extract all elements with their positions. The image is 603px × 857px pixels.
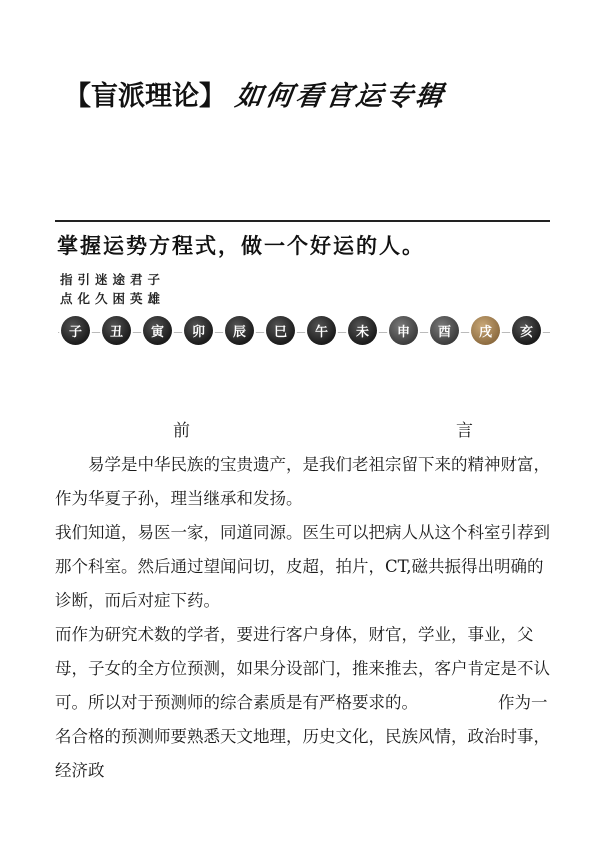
small-line-2: 点化久困英雄 (60, 291, 166, 306)
branch-circle-xu: 戌 (471, 316, 500, 345)
preface-heading-right: 言 (456, 421, 473, 441)
branch-circle-you: 酉 (430, 316, 459, 345)
branch-circle-hai: 亥 (512, 316, 541, 345)
earthly-branches-row (58, 316, 550, 350)
branch-circle-chou: 丑 (102, 316, 131, 345)
branch-circle-zi: 子 (61, 316, 90, 345)
branch-circle-wu: 午 (307, 316, 336, 345)
paragraph-text: 而作为研究术数的学者，要进行客户身体，财官，学业，事业，父母，子女的全方位预测，如果分设部门，推来推去，客户肯定是不认可。所以对于预测师的综合素质是有严格要求的。 (55, 625, 550, 712)
preface-body (55, 448, 551, 788)
title-script: 如何看官运专辑 (233, 81, 448, 112)
slogan: 掌握运势方程式，做一个好运的人。 (57, 234, 425, 258)
divider (55, 220, 550, 222)
paragraph: 我们知道，易医一家，同道同源。医生可以把病人从这个科室引荐到那个科室。然后通过望闻问切，皮超，拍片，CT,磁共振得出明确的诊断，而后对症下药。 (55, 523, 550, 610)
page-title (64, 74, 446, 113)
branch-circle-yin: 寅 (143, 316, 172, 345)
paragraph (55, 618, 551, 788)
branch-circle-si: 巳 (266, 316, 295, 345)
branch-circle-mao: 卯 (184, 316, 213, 345)
small-line-1: 指引迷途君子 (60, 272, 166, 287)
branch-circle-wei: 未 (348, 316, 377, 345)
paragraph: 易学是中华民族的宝贵遗产，是我们老祖宗留下来的精神财富，作为华夏子孙，理当继承和发扬。 (55, 455, 550, 508)
branch-circle-shen: 申 (389, 316, 418, 345)
small-lines (60, 270, 165, 308)
preface-heading-left: 前 (173, 421, 190, 441)
branch-circle-chen: 辰 (225, 316, 254, 345)
paragraph-text: 作为一名合格的预测师要熟悉天文地理，历史文化，民族风情，政治时事，经济政 (55, 693, 550, 780)
title-main: 【盲派理论】 (64, 81, 226, 112)
